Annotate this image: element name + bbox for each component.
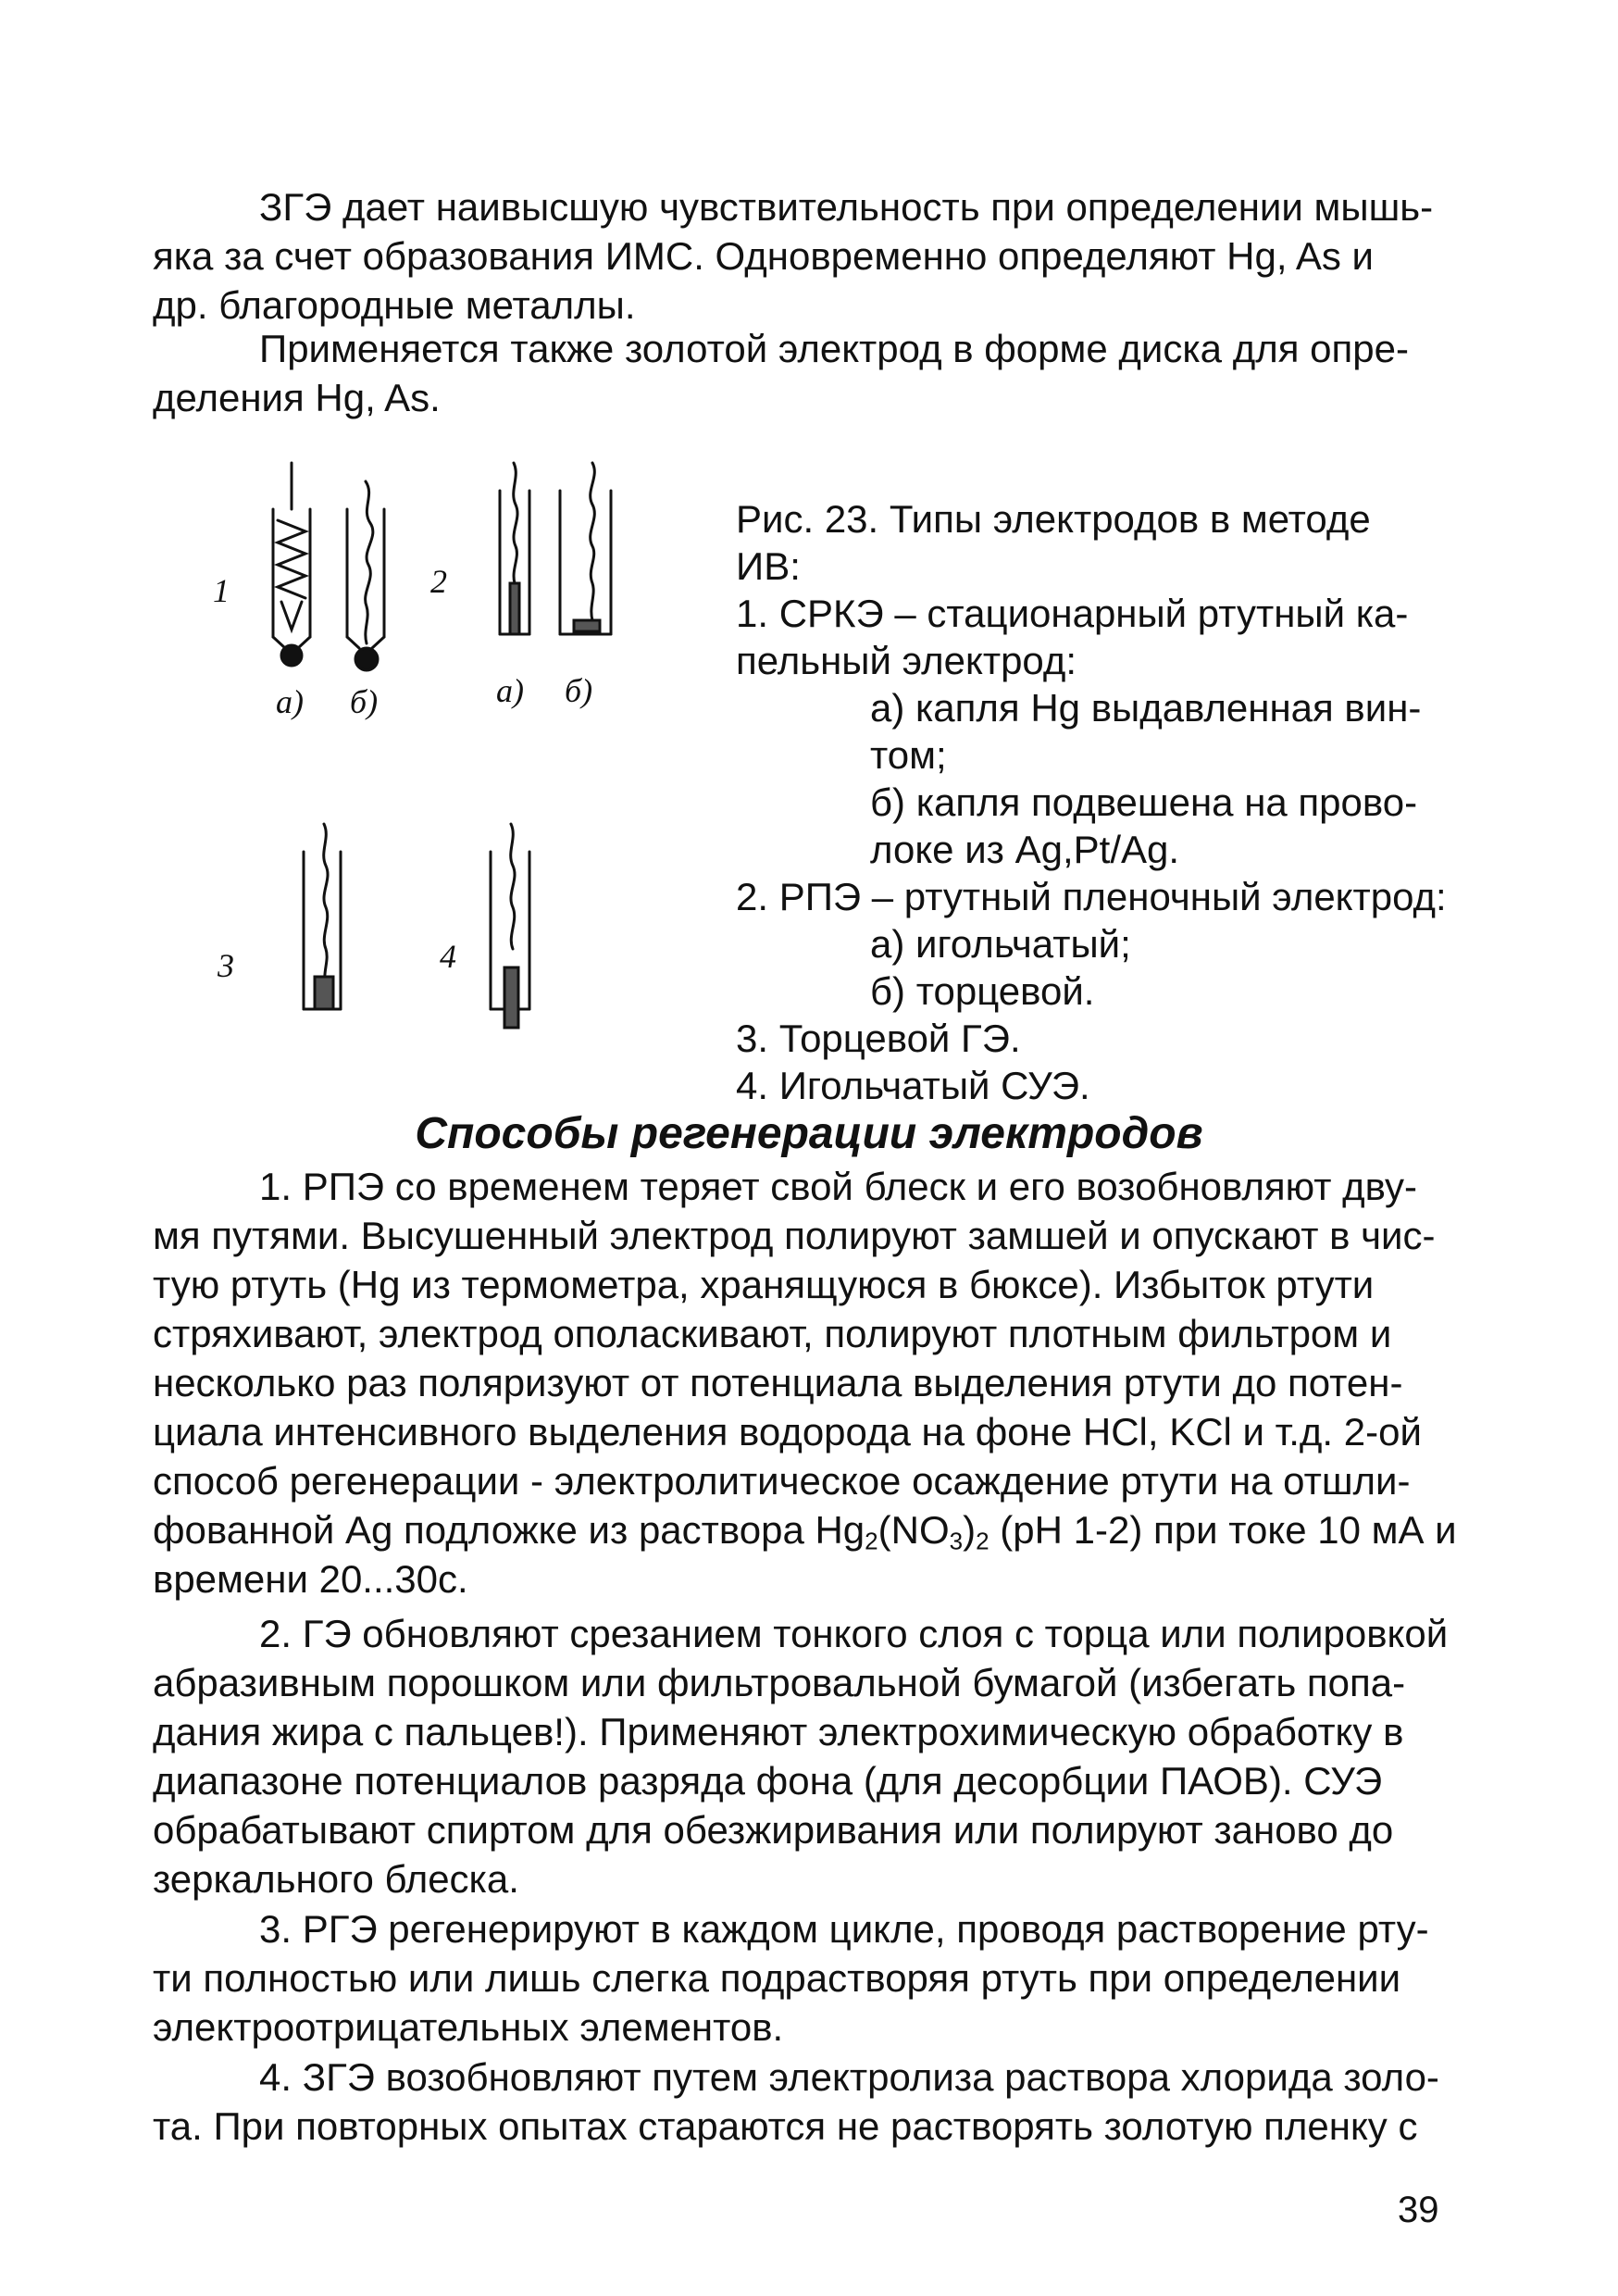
formula-text: ) <box>963 1508 977 1552</box>
caption-line: 2. РПЭ – ртутный пленочный электрод: <box>736 875 1447 918</box>
text-line: та. При повторных опытах стараются не растворять золотую пленку с <box>153 2104 1418 2148</box>
figure-label-3: 3 <box>218 947 234 984</box>
formula-text: фованной Ag подложке из раствора Hg <box>153 1508 865 1552</box>
text-line: циала интенсивного выделения водорода на фоне HCl, KCl и т.д. 2-ой <box>153 1410 1422 1454</box>
text-line: зеркального блеска. <box>153 1857 519 1901</box>
caption-line: 4. Игольчатый СУЭ. <box>736 1064 1090 1107</box>
figure-caption <box>736 495 1476 1109</box>
text-line: 2. ГЭ обновляют срезанием тонкого слоя с торца или полировкой <box>259 1612 1449 1655</box>
text-line: обрабатывают спиртом для обезжиривания или полируют заново до <box>153 1808 1394 1852</box>
text-line: яка за счет образования ИМС. Одновременно определяют Hg, As и <box>153 234 1374 278</box>
page-number: 39 <box>1398 2190 1439 2230</box>
caption-line: пельный электрод: <box>736 639 1077 682</box>
text-line: диапазоне потенциалов разряда фона (для десорбции ПАОВ). СУЭ <box>153 1759 1383 1803</box>
text-line: ЗГЭ дает наивысшую чувствительность при определении мышь- <box>259 185 1434 229</box>
text-line: абразивным порошком или фильтровальной бумагой (избегать попа- <box>153 1661 1406 1704</box>
text-line: 1. РПЭ со временем теряет свой блеск и его возобновляют дву- <box>259 1165 1417 1208</box>
text-line: 3. РГЭ регенерируют в каждом цикле, проводя растворение рту- <box>259 1907 1429 1951</box>
section-heading: Способы регенерации электродов <box>415 1109 1203 1158</box>
caption-line: 1. СРКЭ – стационарный ртутный ка- <box>736 592 1409 635</box>
caption-line: б) капля подвешена на прово- <box>870 780 1418 824</box>
figure-label-1a: а) <box>276 683 304 720</box>
electrode-2b-drawing <box>560 463 611 634</box>
section-paragraph-1 <box>153 1162 1472 1603</box>
section-paragraph-2 <box>153 1609 1472 1903</box>
caption-line: локе из Ag,Pt/Ag. <box>870 828 1180 871</box>
formula-text: (NO <box>877 1508 950 1552</box>
caption-line: ИВ: <box>736 544 801 588</box>
text-line: др. благородные металлы. <box>153 283 636 327</box>
electrode-figure <box>185 454 666 1083</box>
caption-line: а) игольчатый; <box>870 922 1131 966</box>
figure-label-2: 2 <box>430 563 447 600</box>
subscript: 3 <box>949 1527 964 1555</box>
text-line: электроотрицательных элементов. <box>153 2005 784 2049</box>
text-line: деления Hg, As. <box>153 376 441 419</box>
caption-line: 3. Торцевой ГЭ. <box>736 1017 1021 1060</box>
electrode-1a-drawing <box>273 463 310 666</box>
text-line: ти полностью или лишь слегка подрастворяя ртуть при определении <box>153 1956 1401 2000</box>
figure-label-2b: б) <box>565 672 593 709</box>
caption-line: Рис. 23. Типы электродов в методе <box>736 497 1371 541</box>
electrode-4-drawing <box>491 824 529 1028</box>
caption-line: а) капля Hg выдавленная вин- <box>870 686 1422 730</box>
text-line: стряхивают, электрод ополаскивают, полируют плотным фильтром и <box>153 1312 1392 1355</box>
subscript: 2 <box>976 1527 989 1555</box>
text-line: способ регенерации - электролитическое осаждение ртути на отшли- <box>153 1459 1411 1503</box>
subscript: 2 <box>865 1527 878 1555</box>
text-line: 4. ЗГЭ возобновляют путем электролиза раствора хлорида золо- <box>259 2055 1439 2099</box>
caption-line: том; <box>870 733 947 777</box>
text-line: дания жира с пальцев!). Применяют электрохимическую обработку в <box>153 1710 1404 1753</box>
section-paragraph-4 <box>153 2053 1472 2151</box>
figure-label-2a: а) <box>496 672 524 709</box>
text-line: времени 20...30с. <box>153 1557 468 1601</box>
electrode-2a-drawing <box>500 463 529 634</box>
text-line: мя путями. Высушенный электрод полируют замшей и опускают в чис- <box>153 1214 1436 1257</box>
text-line-formula <box>153 1505 1472 1554</box>
figure-label-4: 4 <box>440 938 456 975</box>
text-line: Применяется также золотой электрод в форме диска для опре- <box>259 327 1409 370</box>
text-line: несколько раз поляризуют от потенциала выделения ртути до потен- <box>153 1361 1403 1404</box>
caption-line: б) торцевой. <box>870 969 1095 1013</box>
figure-label-1b: б) <box>350 683 379 720</box>
electrode-3-drawing <box>304 824 341 1009</box>
text-line: тую ртуть (Hg из термометра, хранящуюся в бюксе). Избыток ртути <box>153 1263 1375 1306</box>
intro-paragraph-2 <box>153 324 1472 422</box>
section-paragraph-3 <box>153 1904 1472 2052</box>
figure-label-1: 1 <box>213 572 230 609</box>
formula-text: (pH 1-2) при токе 10 мА и <box>989 1508 1457 1552</box>
intro-paragraph-1 <box>153 182 1472 330</box>
electrode-1b-drawing <box>347 481 384 670</box>
